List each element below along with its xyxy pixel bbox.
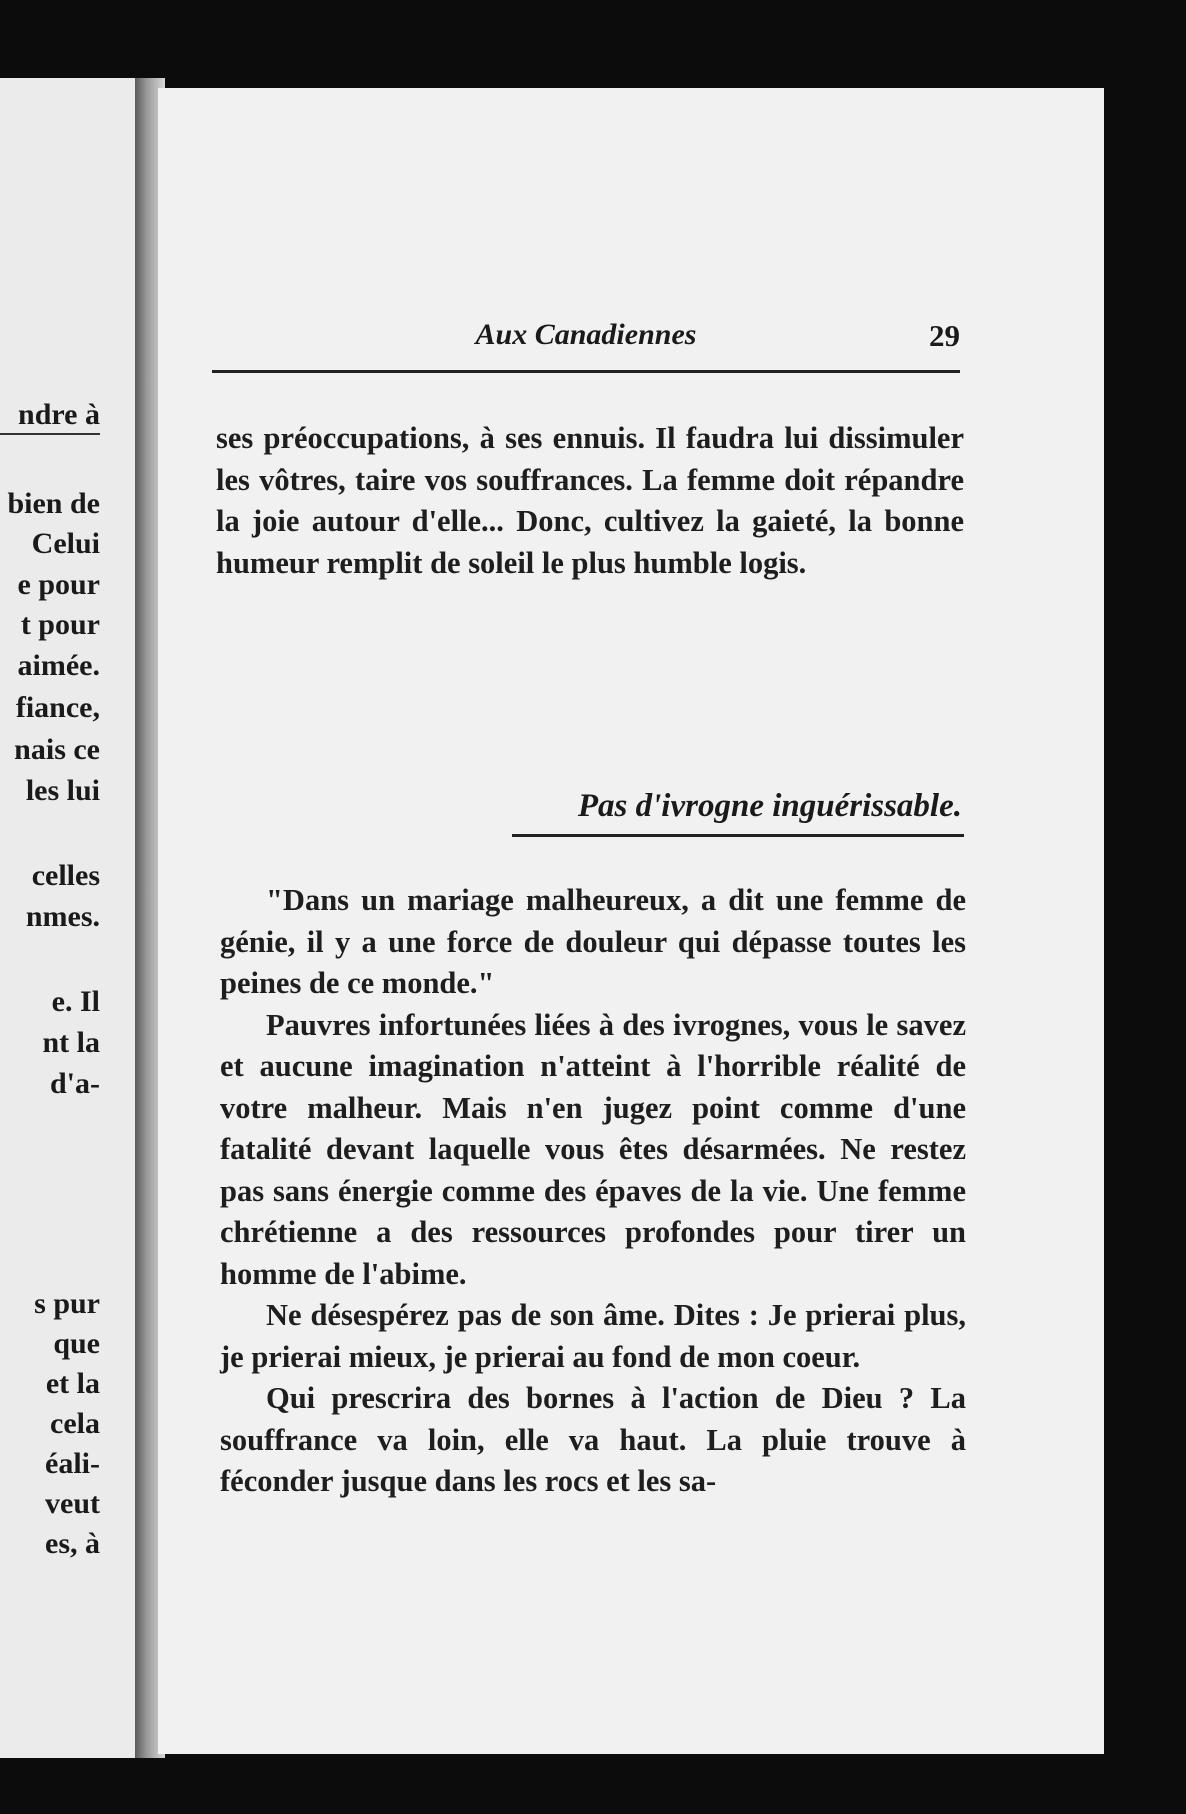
left-page-line: s pur <box>34 1287 100 1320</box>
header-rule <box>212 370 960 373</box>
left-page-line: Celui <box>31 527 100 560</box>
section-paragraph-2: Pauvres infortunées liées à des ivrognes, vous le savez et aucune imagination n'atteint à l'horrible réalité de votre malheur. Mais n'en jugez point comme d'une fatalité devant laquelle vous êtes désarmées. Ne restez pas sans énergie comme des épaves de la vie. Une femme chrétienne a des ressources profondes pour tirer un homme de l'abime. <box>220 1007 966 1291</box>
left-page-rule <box>0 433 100 435</box>
left-page-line: et la <box>45 1367 100 1400</box>
left-page-line: t pour <box>20 608 100 641</box>
section-paragraph-1: "Dans un mariage malheureux, a dit une femme de génie, il y a une force de douleur qui dépasse toutes les peines de ce monde." <box>220 883 966 1000</box>
left-page-line: les lui <box>25 774 100 807</box>
top-paragraph-block <box>216 418 964 584</box>
left-page-line: es, à <box>45 1527 100 1560</box>
left-page-line: fiance, <box>15 691 100 724</box>
left-page-line: éali- <box>45 1447 100 1480</box>
section-title: Pas d'ivrogne inguérissable. <box>577 788 962 824</box>
left-page-line: e pour <box>17 568 100 601</box>
left-page-line: celles <box>31 859 100 892</box>
left-page-line: nmes. <box>25 900 100 933</box>
running-head <box>212 318 960 358</box>
section-body <box>220 880 966 1503</box>
section-paragraph-4: Qui prescrira des bornes à l'action de Dieu ? La souffrance va loin, elle va haut. La pluie trouve à féconder jusque dans les rocs et les sa- <box>220 1381 966 1498</box>
left-page-line: que <box>53 1327 100 1360</box>
left-page-line: d'a- <box>49 1067 100 1100</box>
section-title-rule <box>512 834 964 837</box>
left-page-line: nais ce <box>14 733 100 766</box>
top-paragraph: ses préoccupations, à ses ennuis. Il faudra lui dissimuler les vôtres, taire vos souffrances. La femme doit répandre la joie autour d'elle... Donc, cultivez la gaieté, la bonne humeur remplit de soleil le plus humble logis. <box>216 421 964 580</box>
left-page-line: e. Il <box>51 985 100 1018</box>
running-title: Aux Canadiennes <box>475 318 697 351</box>
left-page-line: ndre à <box>18 398 100 431</box>
left-page-line: nt la <box>42 1026 100 1059</box>
left-page-line: bien de <box>7 487 100 520</box>
left-page-line: veut <box>45 1487 100 1520</box>
left-page-line: cela <box>50 1407 100 1440</box>
left-page-line: aimée. <box>17 649 100 682</box>
left-page-fragment <box>0 78 152 1758</box>
section-paragraph-3: Ne désespérez pas de son âme. Dites : Je prierai plus, je prierai mieux, je prierai au fond de mon coeur. <box>220 1298 966 1374</box>
page-number: 29 <box>929 318 960 353</box>
